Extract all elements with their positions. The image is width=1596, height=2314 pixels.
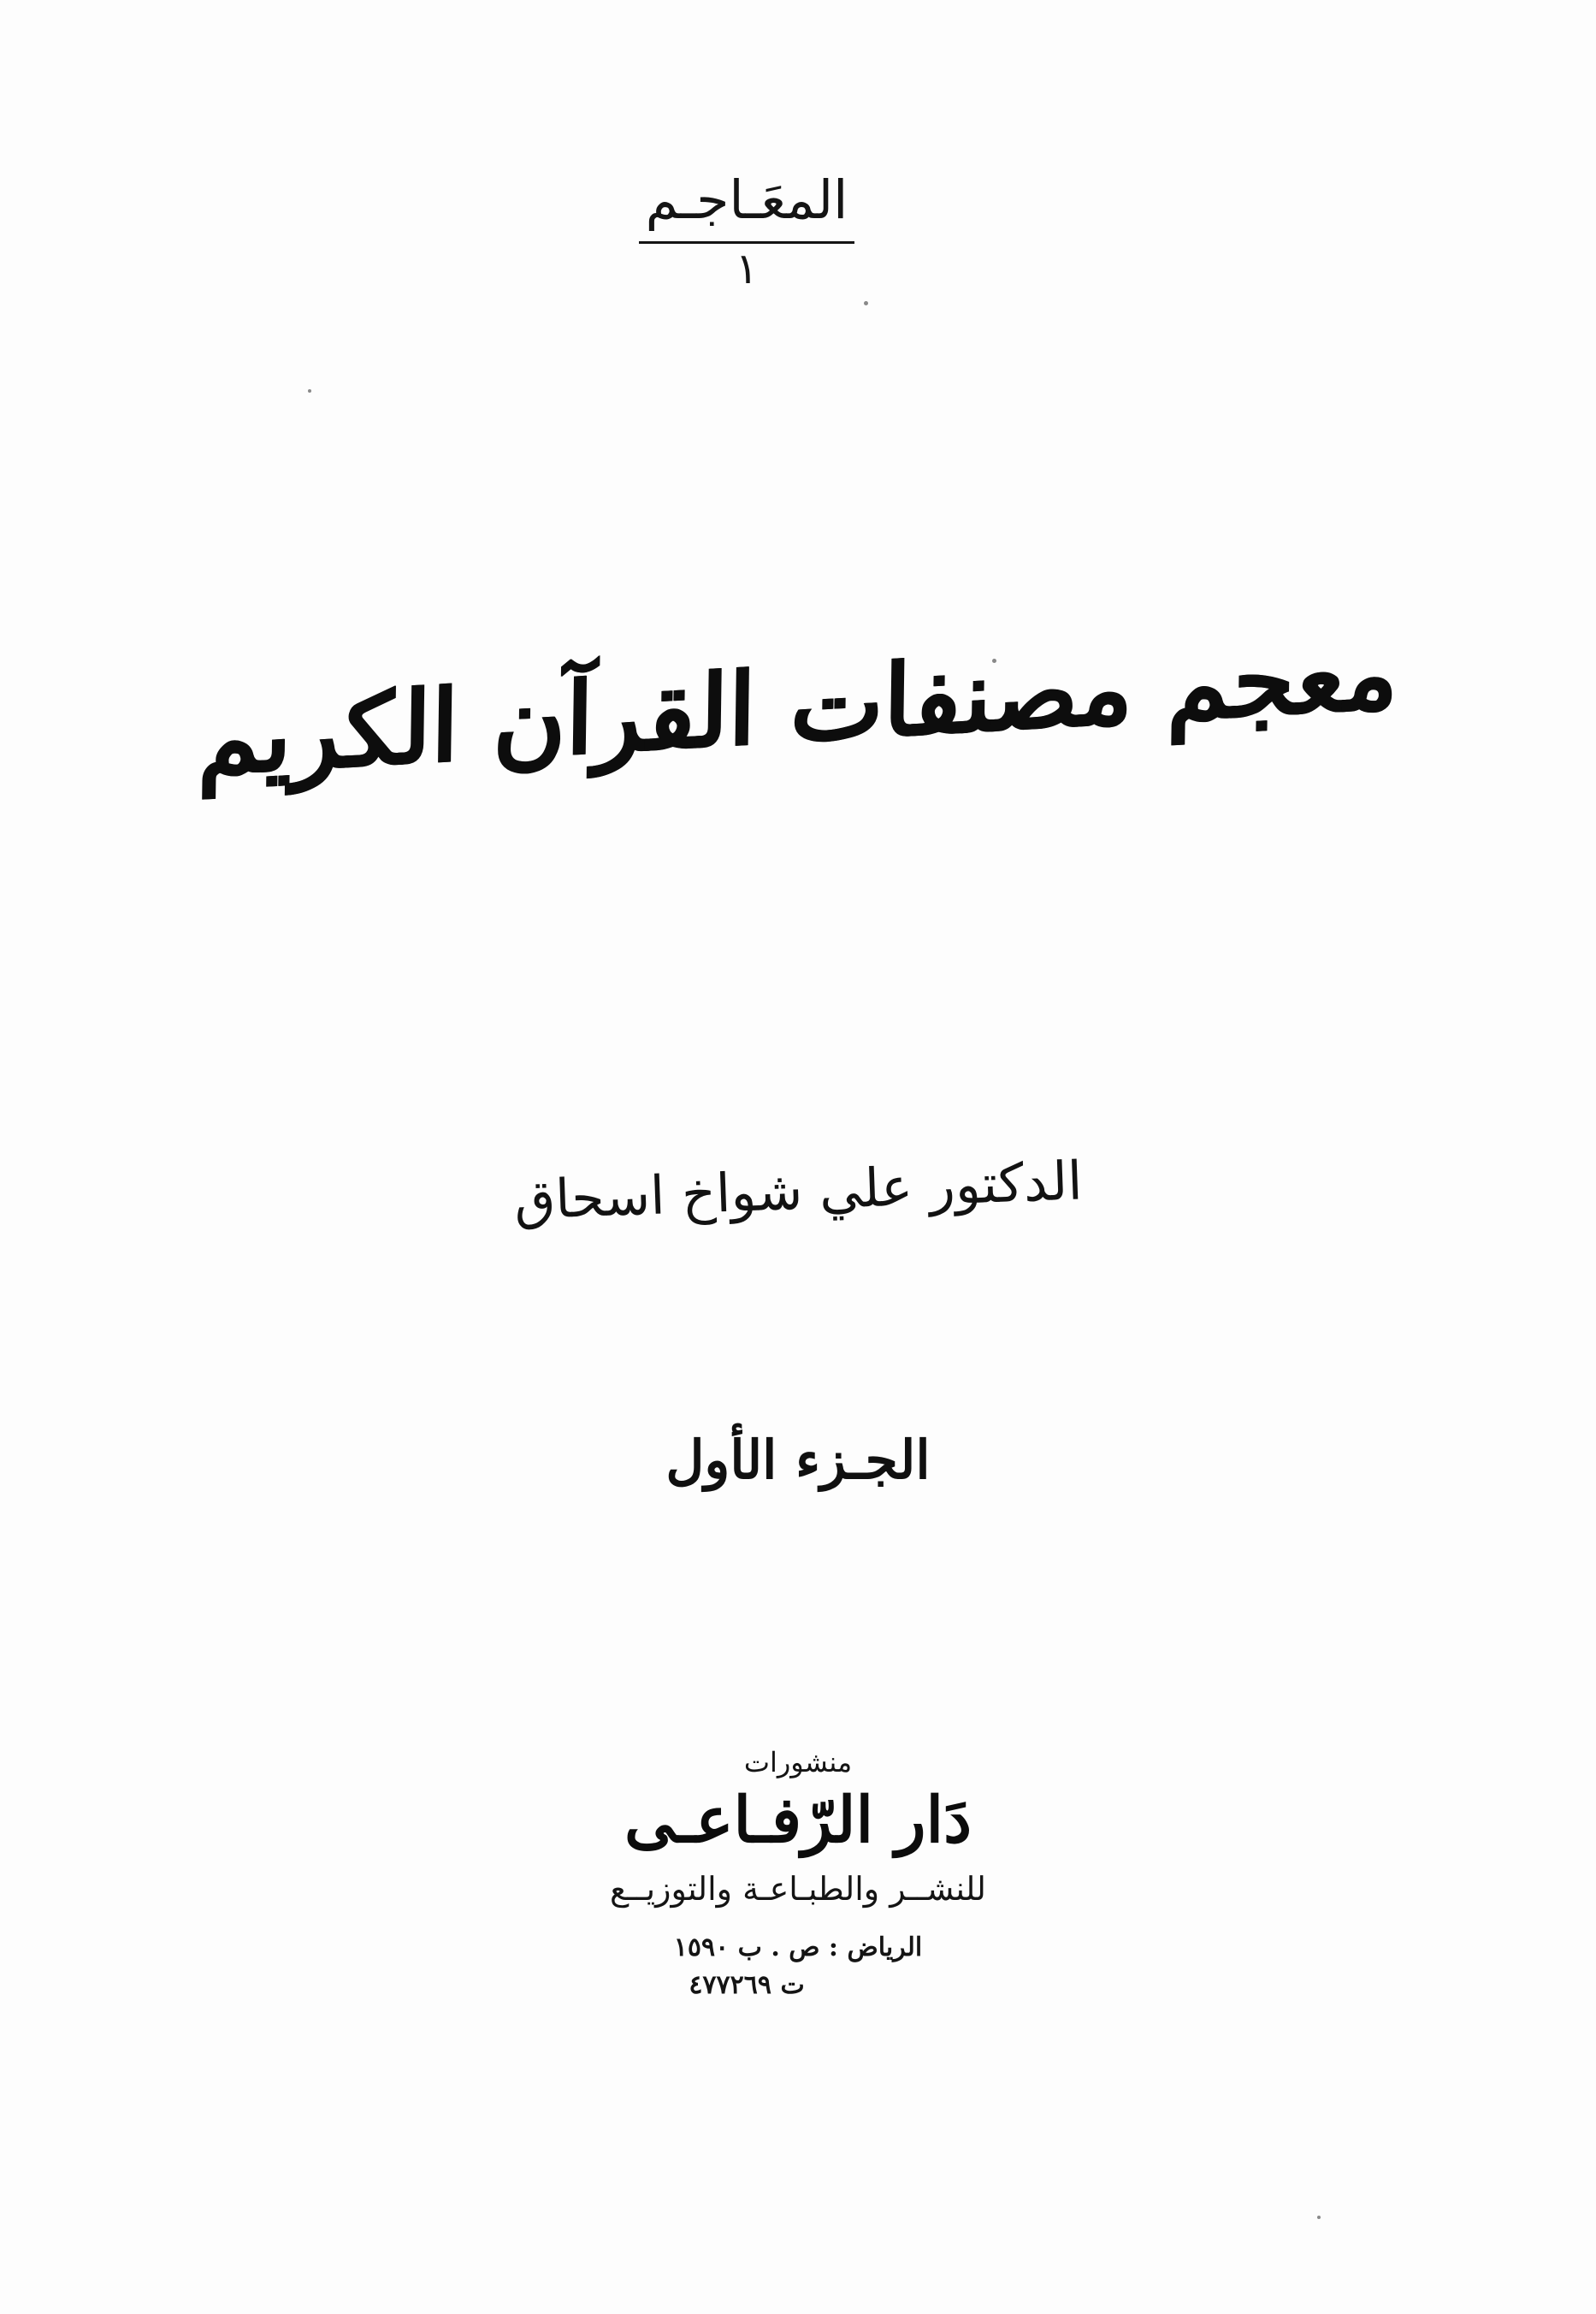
publisher-name: دَار الرّفـاعـى [624, 1784, 972, 1857]
publisher-phone: ت ٤٧٧٢٦٩ [689, 1969, 805, 2000]
series-title: المعَـاجـم [639, 171, 855, 244]
volume-line [0, 1429, 1596, 1491]
publisher-prefix: منشورات [743, 1746, 853, 1778]
scan-speck [308, 389, 311, 393]
scan-speck [864, 301, 868, 305]
book-title [0, 614, 1596, 799]
publisher-address: الرياض : ص . ب ١٥٩٠ [673, 1932, 923, 1962]
volume-label: الجـزء الأول [665, 1429, 931, 1491]
publisher-activity: للنشــر والطبـاعـة والتوزيــع [610, 1869, 986, 1908]
series-number: ١ [735, 244, 759, 294]
book-title-text: معجم مصنفات القرآن الكريم [197, 614, 1399, 799]
author-line [0, 1149, 1596, 1232]
publisher-block [0, 1745, 1596, 2001]
series-header [0, 171, 1596, 293]
author-name: الدكتور علي شواخ اسحاق [512, 1149, 1084, 1232]
scan-speck [1317, 2216, 1321, 2219]
